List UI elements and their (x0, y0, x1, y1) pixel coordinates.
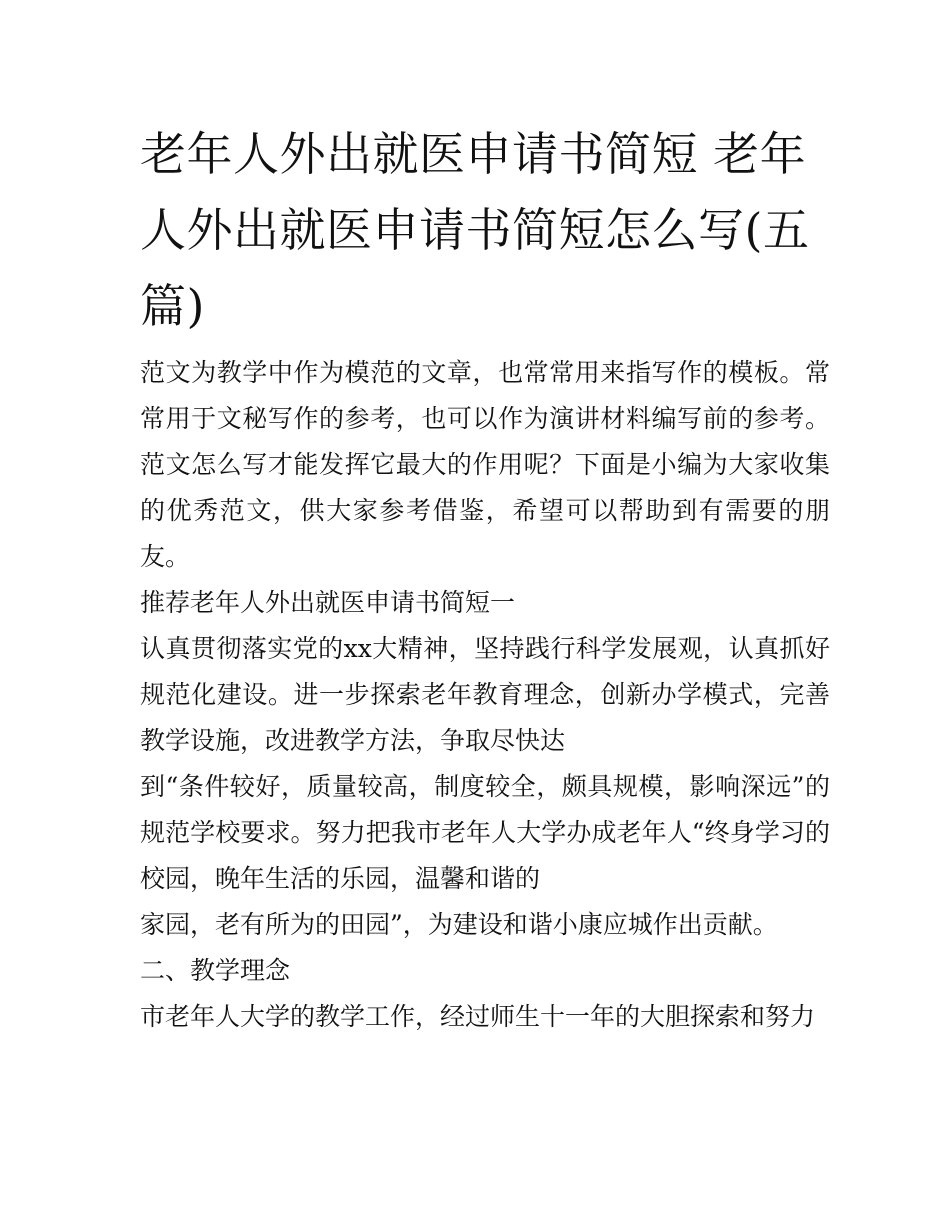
document-body (140, 116, 830, 1040)
document-title: 老年人外出就医申请书简短 老年人外出就医申请书简短怎么写(五篇) (140, 127, 810, 333)
section-heading-teaching-philosophy: 二、教学理念 (140, 956, 291, 985)
body-paragraph: 到“条件较好，质量较高，制度较全，颇具规模，影响深远”的规范学校要求。努力把我市老年人大学办成老年人“终身学习的校园，晚年生活的乐园，温馨和谐的 (140, 772, 830, 893)
body-paragraph: 认真贯彻落实党的xx大精神，坚持践行科学发展观，认真抓好规范化建设。进一步探索老年教育理念，创新办学模式，完善教学设施，改进教学方法，争取尽快达 (140, 634, 830, 755)
intro-paragraph: 范文为教学中作为模范的文章，也常常用来指写作的模板。常常用于文秘写作的参考，也可以作为演讲材料编写前的参考。范文怎么写才能发挥它最大的作用呢？下面是小编为大家收集的优秀范文，供大家参考借鉴，希望可以帮助到有需要的朋友。 (140, 358, 830, 571)
body-paragraph: 家园，老有所为的田园”，为建设和谐小康应城作出贡献。 (140, 910, 778, 939)
body-paragraph: 市老年人大学的教学工作，经过师生十一年的大胆探索和努力 (140, 1002, 816, 1031)
section-heading-recommend-one: 推荐老年人外出就医申请书简短一 (140, 588, 516, 617)
